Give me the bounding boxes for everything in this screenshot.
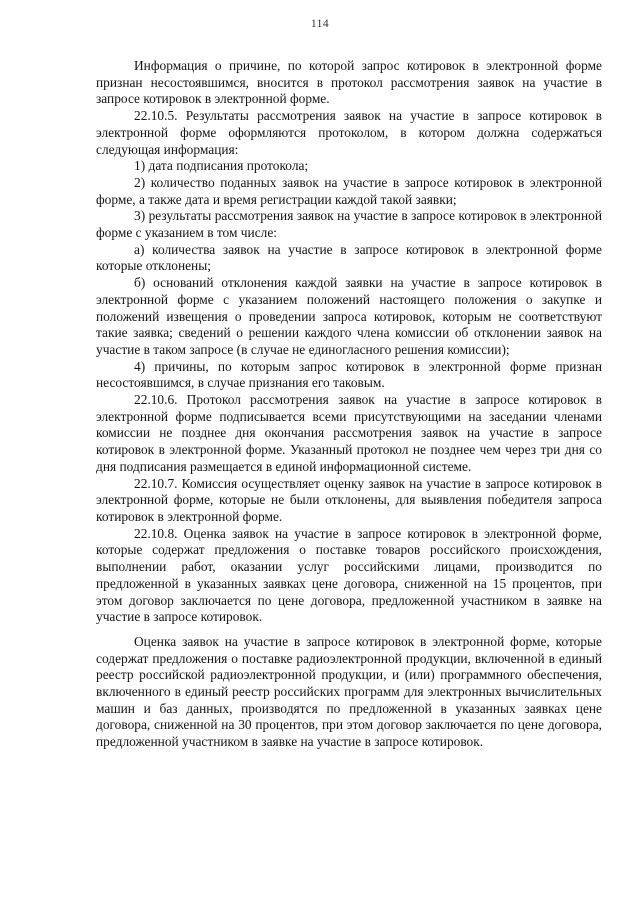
paragraph: 22.10.5. Результаты рассмотрения заявок на участие в запросе котировок в электронной форме оформляются протоколом, в котором должна содержаться следующая информация:: [96, 108, 602, 157]
paragraph: а) количества заявок на участие в запросе котировок в электронной форме которые отклонены;: [96, 241, 602, 274]
page-number: 114: [310, 18, 330, 30]
document-body: [96, 58, 602, 751]
paragraph: 22.10.6. Протокол рассмотрения заявок на участие в запросе котировок в электронной форме подписывается всеми присутствующими на заседании членами комиссии не позднее дня окончания рассмотрения заявок на участие в запросе котировок в электронной форме. Указанный протокол не позднее чем через три дня со дня подписания размещается в единой информационной системе.: [96, 392, 602, 474]
paragraph: б) оснований отклонения каждой заявки на участие в запросе котировок в электронной форме с указанием положений настоящего положения о закупке и положений извещения о проведении запроса котировок, которым не соответствуют такие заявка; сведений о решении каждого члена комиссии об отклонении заявок на участие в таком запросе (в случае не единогласного решения комиссии);: [96, 275, 602, 357]
paragraph: 4) причины, по которым запрос котировок в электронной форме признан несостоявшимся, в случае признания его таковым.: [96, 358, 602, 391]
paragraph: 2) количество поданных заявок на участие в запросе котировок в электронной форме, а также дата и время регистрации каждой такой заявки;: [96, 174, 602, 207]
paragraph: Оценка заявок на участие в запросе котировок в электронной форме, которые содержат предложения о поставке радиоэлектронной продукции, включенной в единый реестр российской радиоэлектронной продукции, и (или) программного обеспечения, включенного в единый реестр российских программ для электронных вычислительных машин и баз данных, производятся по предложенной в указанных заявках цене договора, сниженной на 30 процентов, при этом договор заключается по цене договора, предложенной участником в заявке на участие в запросе котировок.: [96, 633, 602, 750]
paragraph: 22.10.8. Оценка заявок на участие в запросе котировок в электронной форме, которые содержат предложения о поставке товаров российского происхождения, выполнении работ, оказании услуг российскими лицами, производится по предложенной в указанных заявках цене договора, сниженной на 15 процентов, при этом договор заключается по цене договора, предложенной участником в заявке на участие в запросе котировок.: [96, 525, 602, 625]
paragraph: 3) результаты рассмотрения заявок на участие в запросе котировок в электронной форме с указанием в том числе:: [96, 208, 602, 241]
paragraph: Информация о причине, по которой запрос котировок в электронной форме признан несостоявшимся, вносится в протокол рассмотрения заявок на участие в запросе котировок в электронной форме.: [96, 58, 602, 107]
paragraph: 22.10.7. Комиссия осуществляет оценку заявок на участие в запросе котировок в электронной форме, которые не были отклонены, для выявления победителя запроса котировок в электронной форме.: [96, 475, 602, 524]
paragraph: 1) дата подписания протокола;: [134, 158, 309, 174]
